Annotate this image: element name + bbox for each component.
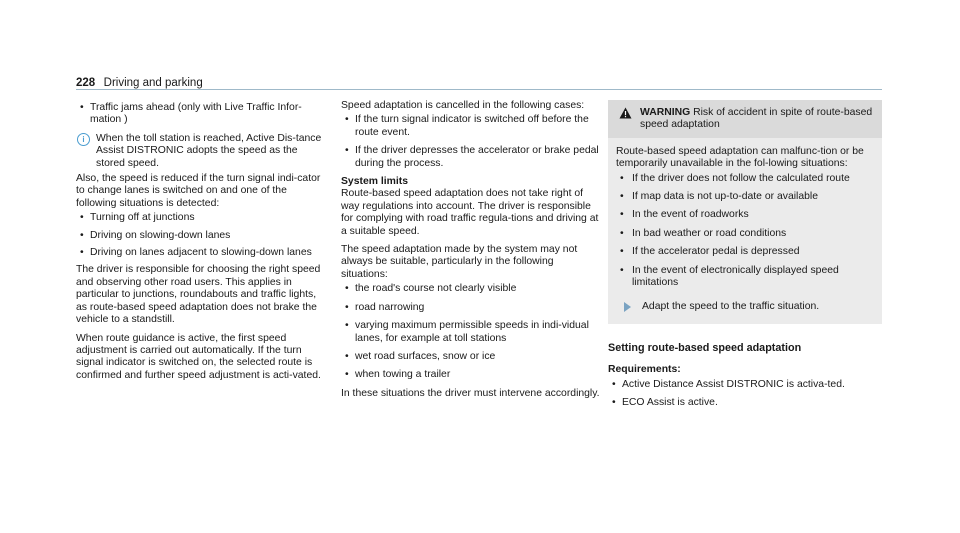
info-note: i When the toll station is reached, Active Dis-tance Assist DISTRONIC adopts the speed as the stored speed. (76, 133, 328, 170)
list-item: • If the turn signal indicator is switched off before the route event. (345, 114, 589, 138)
paragraph: In these situations the driver must intervene accordingly. (341, 387, 600, 399)
list-item: • the road's course not clearly visible (345, 283, 517, 295)
info-icon: i (77, 133, 90, 146)
list-item: • In bad weather or road conditions (620, 227, 787, 239)
list-item: • ECO Assist is active. (612, 397, 718, 409)
bullet-icon: • (620, 246, 624, 258)
action-step: Adapt the speed to the traffic situation. (616, 301, 874, 313)
warning-title: Risk of accident in spite of route-based speed adaptation (640, 107, 873, 131)
header-rule (76, 89, 882, 90)
bullet-icon: • (345, 145, 349, 157)
bullet-icon: • (620, 209, 624, 221)
list-item: • If the accelerator pedal is depressed (620, 246, 800, 258)
bullet-icon: • (80, 212, 84, 224)
list-item: • Turning off at junctions (80, 212, 195, 224)
bullet-icon: • (620, 227, 624, 239)
bullet-icon: • (80, 229, 84, 241)
list-item: • Active Distance Assist DISTRONIC is activa-ted. (612, 378, 845, 390)
paragraph: The driver is responsible for choosing the right speed and observing other road users. This applies in particular to junctions, roundabouts and traffic lights, as route-based speed adaptation does not brake the vehicle to a standstill. (76, 264, 321, 326)
section-heading: Setting route-based speed adaptation (608, 341, 802, 354)
paragraph: Speed adaptation is cancelled in the following cases: (341, 100, 585, 111)
bullet-icon: • (612, 397, 616, 409)
list-item: • Driving on slowing-down lanes (80, 229, 231, 241)
paragraph: Route-based speed adaptation does not take right of way regulations into account. The driver is responsible for complying with road traffic regula-tions and driving at a suitable speed. (341, 188, 599, 237)
paragraph: When route guidance is active, the first speed adjustment is carried out automatically. If the turn signal indicator is switched on, the selected route is confirmed and further speed adjustment is acti-vated. (76, 332, 321, 381)
bullet-icon: • (345, 369, 349, 381)
list-item: • Traffic jams ahead (only with Live Traffic Infor-mation ) (80, 102, 302, 126)
warning-body (608, 138, 882, 324)
bullet-icon: • (345, 301, 349, 313)
list-item: • If the driver does not follow the calculated route (620, 172, 850, 184)
bullet-icon: • (612, 378, 616, 390)
bullet-icon: • (620, 191, 624, 203)
system-limits-heading: System limits (341, 176, 408, 188)
warning-box (608, 100, 882, 324)
column-middle (341, 100, 603, 400)
list-item: • road narrowing (345, 301, 425, 313)
column-right (608, 100, 882, 416)
warning-header (608, 100, 882, 138)
paragraph: Also, the speed is reduced if the turn signal indi-cator to change lanes is switched on and one of the following situations is detected: (76, 173, 321, 209)
page-number: 228 (76, 77, 96, 89)
bullet-icon: • (345, 283, 349, 295)
paragraph: The speed adaptation made by the system may not always be suitable, particularly in the following situations: (341, 244, 578, 280)
list-item: • If map data is not up-to-date or available (620, 191, 818, 203)
bullet-icon: • (345, 350, 349, 362)
list-item: • when towing a trailer (345, 369, 451, 381)
bullet-icon: • (345, 114, 349, 126)
bullet-icon: • (80, 247, 84, 259)
bullet-icon: • (620, 172, 624, 184)
paragraph: Route-based speed adaptation can malfunc-tion or be temporarily unavailable in the fol-lowing situations: (616, 145, 864, 170)
bullet-icon: • (345, 320, 349, 332)
requirements-label: Requirements: (608, 364, 681, 376)
column-left (76, 100, 328, 382)
list-item: • In the event of electronically displayed speed limitations (620, 264, 839, 289)
list-item: • Driving on lanes adjacent to slowing-down lanes (80, 247, 312, 259)
list-item: • If the driver depresses the accelerator or brake pedal during the process. (345, 145, 599, 169)
list-item: • In the event of roadworks (620, 209, 749, 221)
list-item: • wet road surfaces, snow or ice (345, 350, 496, 362)
section-title: Driving and parking (103, 77, 203, 89)
warning-label: WARNING (640, 107, 691, 118)
action-arrow-icon (624, 302, 631, 312)
list-item: • varying maximum permissible speeds in indi-vidual lanes, for example at toll stations (345, 320, 589, 344)
bullet-icon: • (80, 102, 84, 113)
warning-triangle-icon (619, 107, 632, 123)
page-header (76, 73, 882, 88)
bullet-icon: • (620, 264, 624, 276)
